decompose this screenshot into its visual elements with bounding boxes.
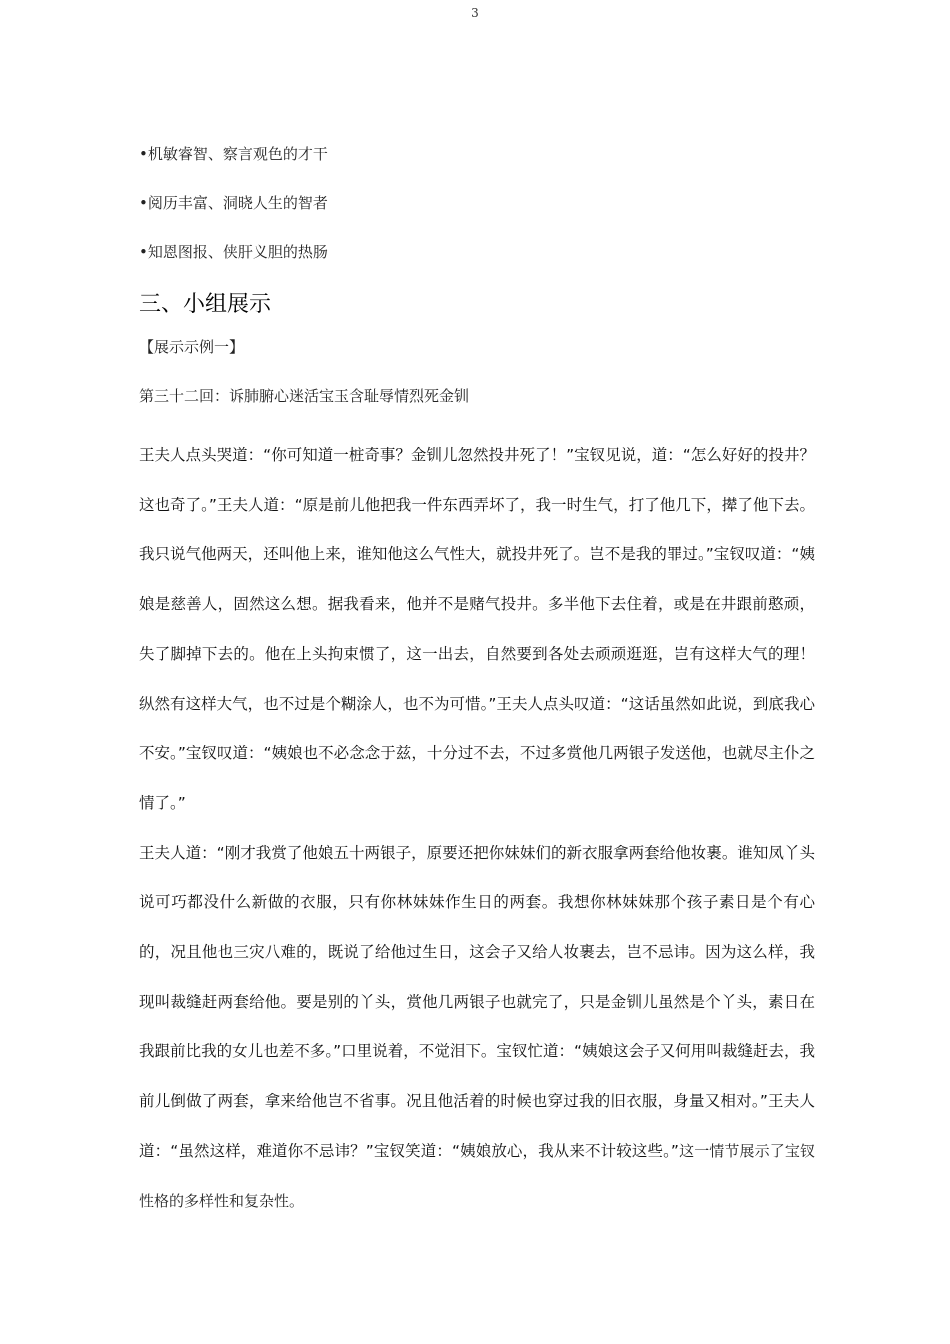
paragraph-2 bbox=[139, 829, 815, 1227]
bullet-item: •阅历丰富、洞晓人生的智者 bbox=[139, 194, 328, 212]
paragraph-1: 王夫人点头哭道：“你可知道一桩奇事？金钏儿忽然投井死了！”宝钗见说，道：“怎么好好的投井？这也奇了。”王夫人道：“原是前儿他把我一件东西弄坏了，我一时生气，打了他几下，撵了他下去。我只说气他两天，还叫他上来，谁知他这么气性大，就投井死了。岂不是我的罪过。”宝钗叹道：“姨娘是慈善人，固然这么想。据我看来，他并不是赌气投井。多半他下去住着，或是在井跟前憨顽，失了脚掉下去的。他在上头拘束惯了，这一出去，自然要到各处去顽顽逛逛，岂有这样大气的理！纵然有这样大气，也不过是个糊涂人，也不为可惜。”王夫人点头叹道：“这话虽然如此说，到底我心不安。”宝钗叹道：“姨娘也不必念念于兹，十分过不去，不过多赏他几两银子发送他，也就尽主仆之情了。” bbox=[139, 446, 815, 812]
bullet-item: •知恩图报、侠肝义胆的热肠 bbox=[139, 243, 328, 261]
paragraph-2-note: 这一情节展示了宝钗性格的多样性和复杂性。 bbox=[139, 1141, 815, 1210]
section-heading: 三、小组展示 bbox=[139, 292, 272, 317]
chapter-title: 第三十二回：诉肺腑心迷活宝玉含耻辱情烈死金钏 bbox=[139, 387, 470, 405]
example-label: 【展示示例一】 bbox=[139, 338, 245, 356]
document-body bbox=[139, 140, 815, 1226]
page-number: 3 bbox=[471, 6, 479, 20]
bullet-item: •机敏睿智、察言观色的才干 bbox=[139, 145, 328, 163]
paragraph-2-text: 王夫人道：“刚才我赏了他娘五十两银子，原要还把你妹妹们的新衣服拿两套给他妆裹。谁知凤丫头说可巧都没什么新做的衣服，只有你林妹妹作生日的两套。我想你林妹妹那个孩子素日是个有心的，况且他也三灾八难的，既说了给他过生日，这会子又给人妆裹去，岂不忌讳。因为这么样，我现叫裁缝赶两套给他。要是别的丫头，赏他几两银子也就完了，只是金钏儿虽然是个丫头，素日在我跟前比我的女儿也差不多。”口里说着，不觉泪下。宝钗忙道：“姨娘这会子又何用叫裁缝赶去，我前儿倒做了两套，拿来给他岂不省事。况且他活着的时候也穿过我的旧衣服，身量又相对。”王夫人道：“虽然这样，难道你不忌讳？”宝钗笑道：“姨娘放心，我从来不计较这些。” bbox=[139, 843, 815, 1160]
